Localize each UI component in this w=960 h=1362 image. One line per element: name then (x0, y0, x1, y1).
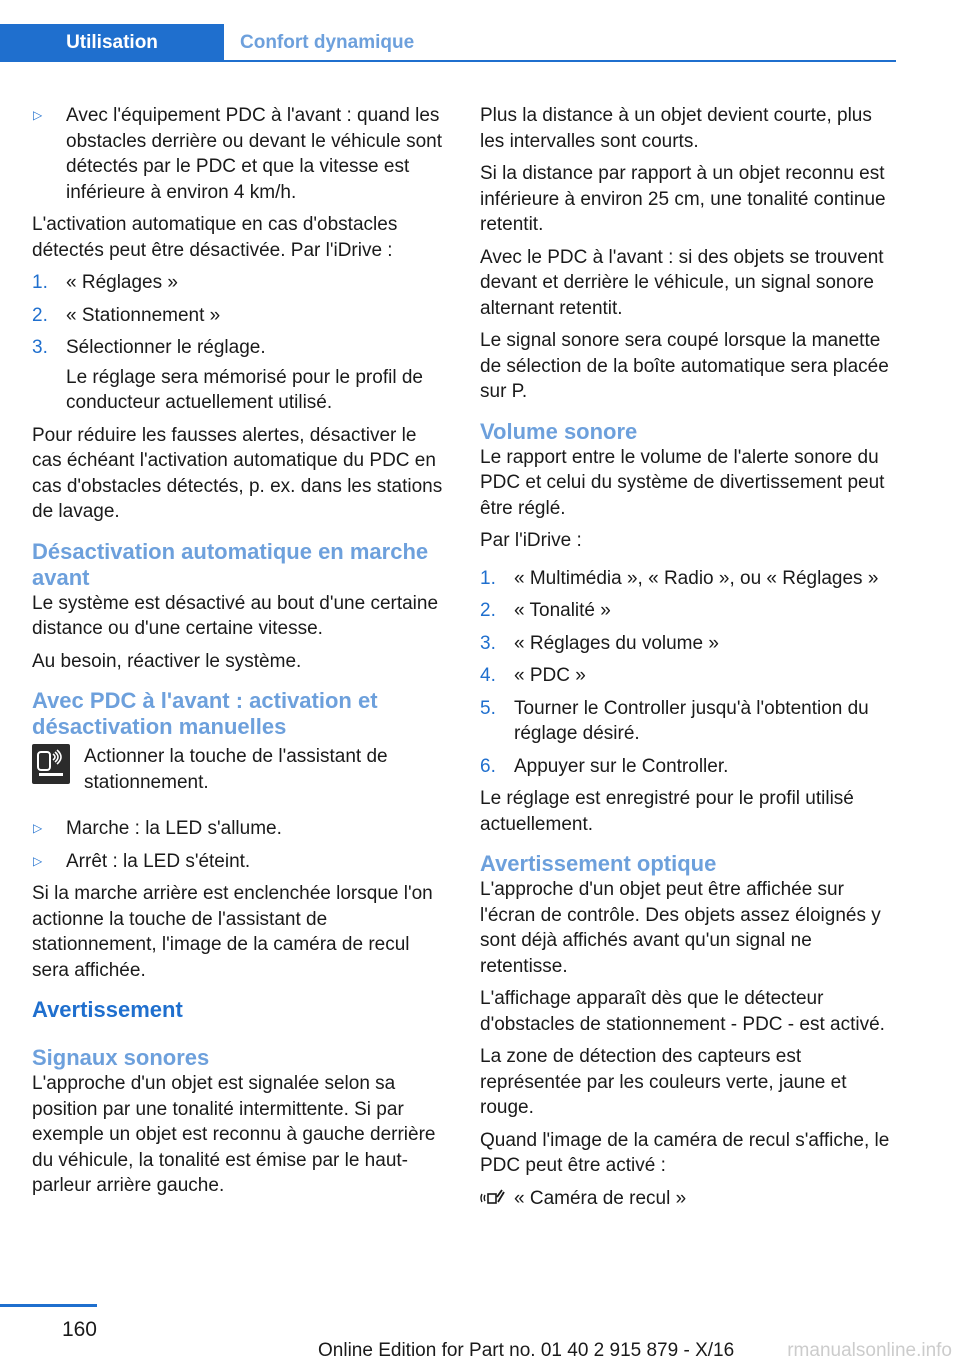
paragraph: L'activation automatique en cas d'obstacles détectés peut être désactivée. Par l'iDrive : (32, 214, 398, 261)
bullet-text: Marche : la LED s'allume. (66, 818, 282, 839)
list-item (480, 631, 898, 657)
list-number: 2. (480, 600, 496, 621)
list-item (480, 598, 898, 624)
list-text: « Réglages du volume » (514, 632, 719, 654)
rear-camera-pdc-icon (480, 1188, 506, 1208)
footer-bar (0, 1304, 97, 1307)
list-text: Tourner le Controller jusqu'à l'obtention du réglage désiré. (514, 697, 869, 744)
list-number: 5. (480, 697, 496, 719)
list-text: Sélectionner le réglage. (66, 337, 266, 358)
icon-list-item (480, 1186, 898, 1212)
page-header (0, 0, 896, 62)
icon-paragraph (32, 744, 450, 800)
section-heading: Avertissement optique (480, 851, 717, 876)
paragraph: Par l'iDrive : (480, 530, 582, 551)
list-item (480, 663, 898, 689)
list-text: « Réglages » (66, 272, 178, 293)
paragraph: Le signal sonore sera coupé lorsque la manette de sélection de la boîte automatique sera placée sur P. (480, 330, 889, 402)
watermark: rmanualsonline.info (787, 1340, 952, 1361)
list-subtext: Le réglage sera mémorisé pour le profil de conducteur actuellement utilisé. (66, 366, 423, 413)
paragraph: Quand l'image de la caméra de recul s'affiche, le PDC peut être activé : (480, 1129, 890, 1176)
tab-utilisation[interactable]: Utilisation (0, 24, 224, 62)
paragraph: Le réglage est enregistré pour le profil utilisé actuellement. (480, 788, 854, 835)
list-number: 6. (480, 755, 496, 777)
section-heading: Avec PDC à l'avant : activation et désactivation manuelles (32, 688, 378, 739)
list-text: « PDC » (514, 665, 586, 686)
list-text: Appuyer sur le Controller. (514, 755, 729, 777)
paragraph: Le rapport entre le volume de l'alerte sonore du PDC et celui du système de divertissement peut être réglé. (480, 446, 885, 519)
list-number: 2. (32, 304, 48, 326)
paragraph: L'affichage apparaît dès que le détecteur d'obstacles de stationnement - PDC - est activé. (480, 988, 885, 1035)
bullet-item (32, 103, 450, 205)
triangle-right-icon: ▷ (33, 853, 43, 868)
list-text: « Multimédia », « Radio », ou « Réglages » (514, 567, 879, 589)
paragraph: La zone de détection des capteurs est représentée par les couleurs verte, jaune et rouge. (480, 1046, 847, 1118)
list-item (32, 335, 450, 361)
list-item (32, 270, 450, 296)
paragraph: L'approche d'un objet peut être affichée sur l'écran de contrôle. Des objets assez éloignés y sont déjà affichés avant qu'un signal ne retentisse. (480, 879, 881, 977)
list-number: 3. (480, 632, 496, 654)
paragraph: L'approche d'un objet est signalée selon sa position par une tonalité intermittente. Si par exemple un objet est reconnu à gauche derrière du véhicule, la tonalité est émise par le haut-parleur arrière gauche. (32, 1073, 436, 1196)
page-number: 160 (61, 1318, 97, 1341)
list-number: 3. (32, 337, 48, 358)
section-heading: Signaux sonores (32, 1045, 210, 1070)
list-item (32, 303, 450, 329)
icon-list-text: « Caméra de recul » (514, 1187, 687, 1209)
edition-text: Online Edition for Part no. 01 40 2 915 879 - X/16 (318, 1340, 735, 1361)
paragraph: Si la distance par rapport à un objet reconnu est inférieure à environ 25 cm, une tonalité continue retentit. (480, 163, 886, 235)
list-text: « Tonalité » (514, 600, 611, 621)
paragraph: Plus la distance à un objet devient courte, plus les intervalles sont courts. (480, 105, 872, 152)
bullet-text: Avec l'équipement PDC à l'avant : quand les obstacles derrière ou devant le véhicule sont détectés par le PDC et que la vitesse est inférieure à environ 4 km/h. (66, 105, 443, 203)
bullet-item (32, 849, 450, 875)
section-heading: Avertissement (32, 997, 183, 1022)
header-rule (0, 60, 896, 62)
list-number: 1. (32, 272, 48, 293)
bullet-item (32, 816, 450, 842)
list-item (480, 566, 898, 592)
paragraph: Avec le PDC à l'avant : si des objets se trouvent devant et derrière le véhicule, un signal sonore alternant retentit. (480, 246, 884, 319)
triangle-right-icon: ▷ (33, 108, 43, 122)
paragraph: Pour réduire les fausses alertes, désactiver le cas échéant l'activation automatique du PDC en cas d'obstacles détectés, p. ex. dans les stations de lavage. (32, 424, 443, 522)
left-column (32, 103, 450, 1206)
list-number: 4. (480, 665, 496, 686)
tab-confort-dynamique[interactable]: Confort dynamique (240, 32, 415, 53)
icon-paragraph-text: Actionner la touche de l'assistant de stationnement. (84, 746, 388, 793)
paragraph: Au besoin, réactiver le système. (32, 650, 302, 672)
paragraph: Si la marche arrière est enclenchée lorsque l'on actionne la touche de l'assistant de stationnement, l'image de la caméra de recul sera affichée. (32, 883, 433, 981)
parking-assist-button-icon (32, 744, 70, 784)
section-heading: Désactivation automatique en marche avant (32, 538, 429, 590)
right-column (480, 103, 898, 1211)
list-number: 1. (480, 567, 496, 589)
bullet-text: Arrêt : la LED s'éteint. (66, 850, 251, 872)
list-item (480, 754, 898, 780)
triangle-right-icon: ▷ (33, 821, 43, 835)
list-text: « Stationnement » (66, 304, 221, 326)
list-item (480, 696, 898, 747)
section-heading: Volume sonore (480, 418, 638, 444)
paragraph: Le système est désactivé au bout d'une certaine distance ou d'une certaine vitesse. (32, 592, 439, 639)
